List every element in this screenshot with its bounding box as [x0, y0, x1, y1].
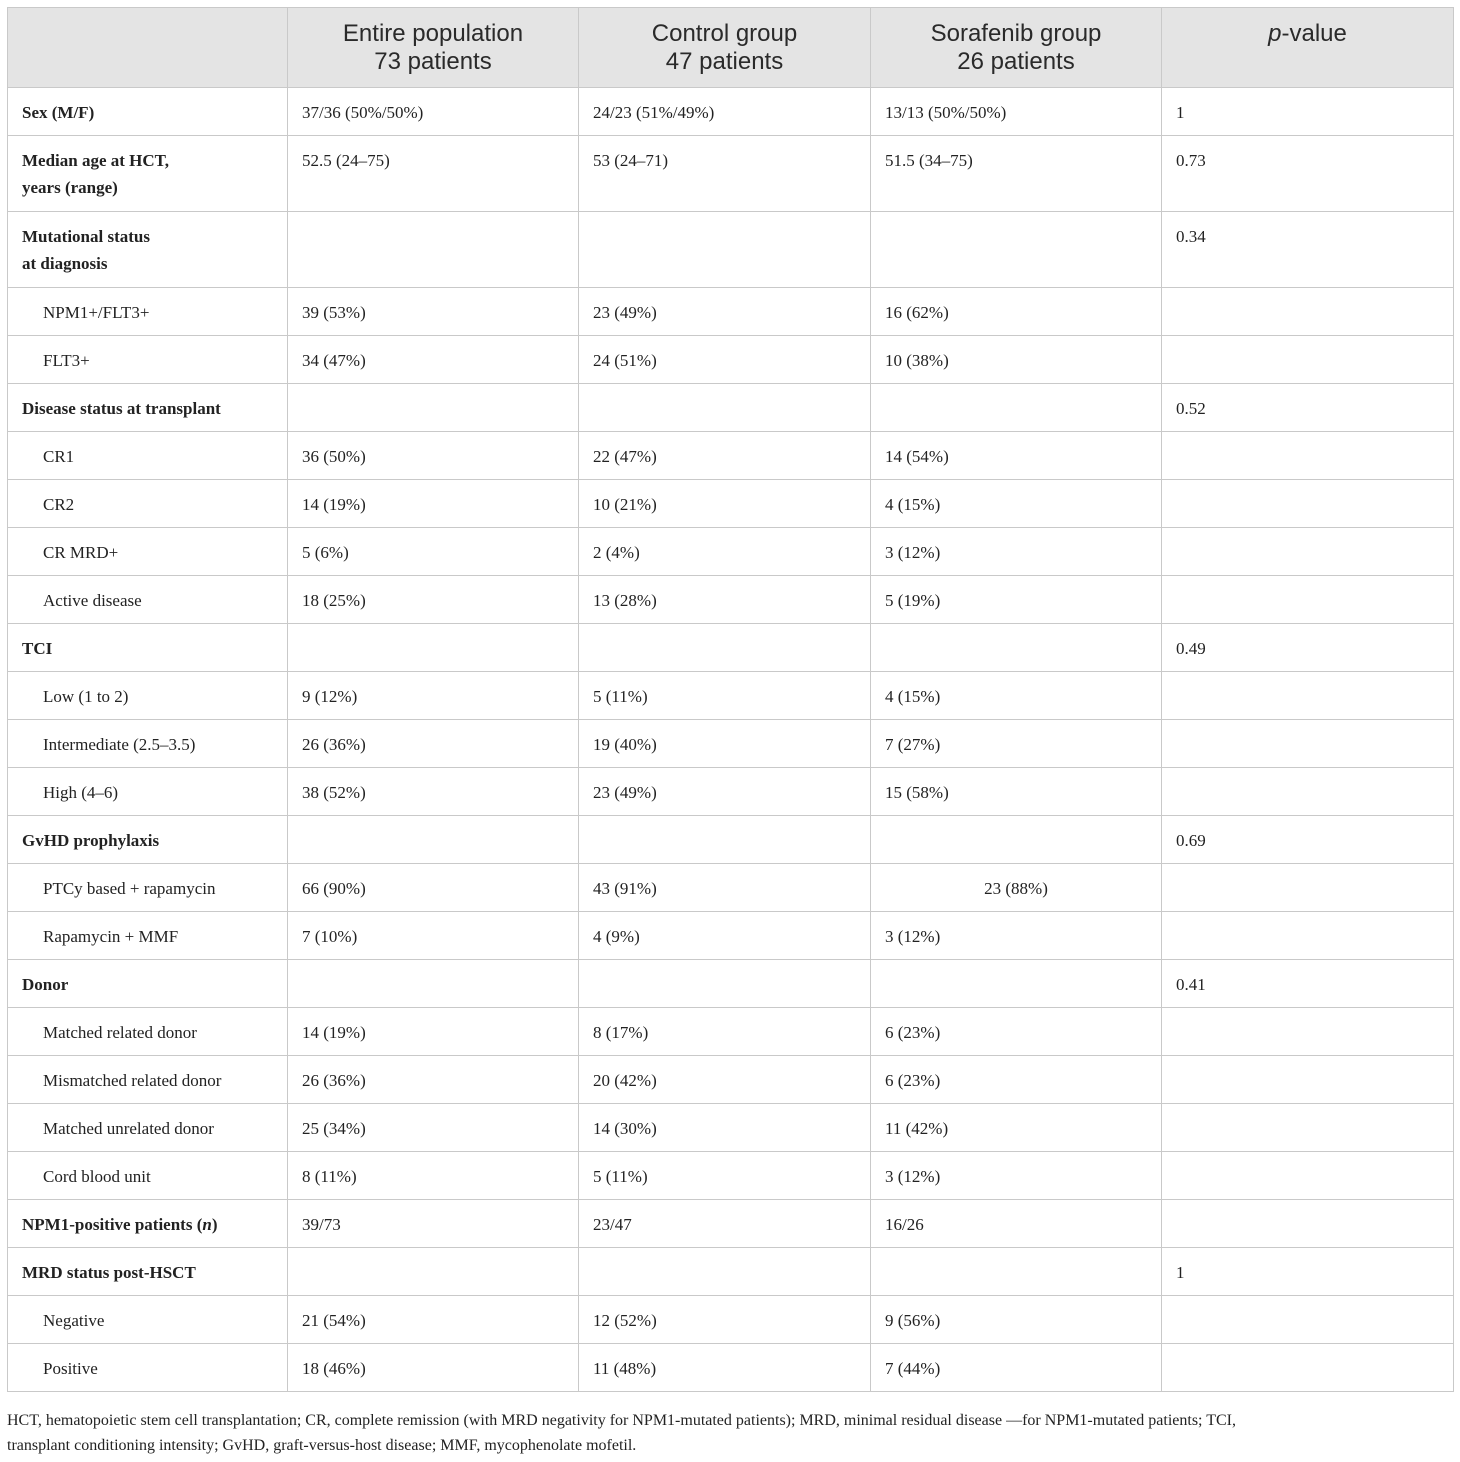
cell-sorafenib-group: 5 (19%) [871, 576, 1162, 624]
table-body [8, 88, 1454, 1392]
table-row [8, 720, 1454, 768]
cell-entire-population [288, 816, 579, 864]
row-label: Matched related donor [8, 1008, 288, 1056]
cell-p-value [1162, 720, 1454, 768]
cell-entire-population [288, 624, 579, 672]
cell-control-group [579, 816, 871, 864]
cell-entire-population: 66 (90%) [288, 864, 579, 912]
row-label: CR1 [8, 432, 288, 480]
row-label-italic: n [202, 1215, 212, 1234]
cell-p-value [1162, 864, 1454, 912]
header-control-title: Control group [651, 20, 798, 47]
cell-control-group: 43 (91%) [579, 864, 871, 912]
row-label [8, 1200, 288, 1248]
header-p-italic: p [1268, 20, 1282, 47]
cell-p-value [1162, 528, 1454, 576]
cell-entire-population: 8 (11%) [288, 1152, 579, 1200]
cell-entire-population: 7 (10%) [288, 912, 579, 960]
table-container [7, 7, 1453, 1392]
table-row [8, 88, 1454, 136]
header-sorafenib-group [871, 8, 1162, 88]
cell-control-group: 8 (17%) [579, 1008, 871, 1056]
table-row [8, 672, 1454, 720]
cell-sorafenib-group [871, 960, 1162, 1008]
cell-sorafenib-group: 23 (88%) [871, 864, 1162, 912]
table-row [8, 1344, 1454, 1392]
table-row [8, 1152, 1454, 1200]
cell-p-value [1162, 912, 1454, 960]
row-label: GvHD prophylaxis [8, 816, 288, 864]
cell-p-value: 0.73 [1162, 136, 1454, 212]
cell-sorafenib-group: 15 (58%) [871, 768, 1162, 816]
row-label: Rapamycin + MMF [8, 912, 288, 960]
cell-sorafenib-group: 7 (44%) [871, 1344, 1162, 1392]
row-label: TCI [8, 624, 288, 672]
cell-sorafenib-group: 4 (15%) [871, 672, 1162, 720]
cell-control-group: 53 (24–71) [579, 136, 871, 212]
cell-control-group: 2 (4%) [579, 528, 871, 576]
header-sorafenib-count: 26 patients [957, 48, 1075, 75]
cell-entire-population: 26 (36%) [288, 720, 579, 768]
cell-entire-population: 52.5 (24–75) [288, 136, 579, 212]
cell-control-group: 10 (21%) [579, 480, 871, 528]
cell-control-group [579, 960, 871, 1008]
row-label: CR2 [8, 480, 288, 528]
cell-entire-population [288, 212, 579, 288]
cell-entire-population: 9 (12%) [288, 672, 579, 720]
cell-sorafenib-group [871, 1248, 1162, 1296]
cell-entire-population: 36 (50%) [288, 432, 579, 480]
cell-sorafenib-group: 16 (62%) [871, 288, 1162, 336]
table-row [8, 768, 1454, 816]
cell-entire-population: 38 (52%) [288, 768, 579, 816]
table-row [8, 576, 1454, 624]
cell-p-value [1162, 1008, 1454, 1056]
cell-p-value [1162, 288, 1454, 336]
cell-p-value [1162, 1296, 1454, 1344]
cell-control-group: 5 (11%) [579, 1152, 871, 1200]
row-label: Matched unrelated donor [8, 1104, 288, 1152]
cell-p-value: 0.69 [1162, 816, 1454, 864]
cell-p-value [1162, 1344, 1454, 1392]
cell-entire-population [288, 960, 579, 1008]
footnote-line-2: transplant conditioning intensity; GvHD, graft-versus-host disease; MMF, mycophenolate mofetil. [7, 1437, 637, 1454]
row-label: Positive [8, 1344, 288, 1392]
cell-sorafenib-group: 51.5 (34–75) [871, 136, 1162, 212]
cell-p-value: 0.49 [1162, 624, 1454, 672]
cell-entire-population: 25 (34%) [288, 1104, 579, 1152]
cell-control-group: 22 (47%) [579, 432, 871, 480]
cell-p-value [1162, 1104, 1454, 1152]
table-row [8, 960, 1454, 1008]
cell-sorafenib-group: 13/13 (50%/50%) [871, 88, 1162, 136]
row-label: Low (1 to 2) [8, 672, 288, 720]
cell-p-value [1162, 576, 1454, 624]
footnote-line-1: HCT, hematopoietic stem cell transplantation; CR, complete remission (with MRD negativity for NPM1-mutated patients); MRD, minimal residual disease —for NPM1-mutated patients; TCI, [7, 1412, 1236, 1429]
row-label: Disease status at transplant [8, 384, 288, 432]
cell-p-value: 0.52 [1162, 384, 1454, 432]
row-label-main: NPM1-positive patients ( [22, 1215, 203, 1234]
cell-entire-population: 18 (25%) [288, 576, 579, 624]
cell-control-group: 4 (9%) [579, 912, 871, 960]
table-header-row [8, 8, 1454, 88]
cell-p-value: 1 [1162, 88, 1454, 136]
cell-sorafenib-group: 16/26 [871, 1200, 1162, 1248]
header-entire-title: Entire population [342, 20, 524, 47]
table-row [8, 864, 1454, 912]
row-label-line-1: Median age at HCT, [22, 151, 170, 170]
header-entire-population [288, 8, 579, 88]
row-label: Negative [8, 1296, 288, 1344]
table-row [8, 816, 1454, 864]
table-row [8, 1248, 1454, 1296]
cell-control-group: 13 (28%) [579, 576, 871, 624]
patient-characteristics-table [7, 7, 1454, 1392]
cell-entire-population: 39/73 [288, 1200, 579, 1248]
cell-control-group: 19 (40%) [579, 720, 871, 768]
table-row [8, 212, 1454, 288]
table-row [8, 528, 1454, 576]
cell-entire-population: 21 (54%) [288, 1296, 579, 1344]
table-row [8, 432, 1454, 480]
cell-p-value [1162, 1200, 1454, 1248]
cell-control-group: 14 (30%) [579, 1104, 871, 1152]
cell-control-group [579, 384, 871, 432]
table-row [8, 384, 1454, 432]
cell-sorafenib-group: 7 (27%) [871, 720, 1162, 768]
row-label-line-1: Mutational status [22, 227, 150, 246]
cell-control-group: 23 (49%) [579, 768, 871, 816]
cell-p-value [1162, 432, 1454, 480]
cell-control-group: 12 (52%) [579, 1296, 871, 1344]
row-label: Sex (M/F) [8, 88, 288, 136]
table-row [8, 480, 1454, 528]
cell-entire-population: 37/36 (50%/50%) [288, 88, 579, 136]
row-label: PTCy based + rapamycin [8, 864, 288, 912]
row-label: MRD status post-HSCT [8, 1248, 288, 1296]
row-label-line-2: years (range) [22, 178, 118, 197]
row-label: Active disease [8, 576, 288, 624]
table-row [8, 1008, 1454, 1056]
cell-p-value [1162, 480, 1454, 528]
header-p-value [1162, 8, 1454, 88]
row-label: Donor [8, 960, 288, 1008]
header-sorafenib-title: Sorafenib group [930, 20, 1102, 47]
cell-sorafenib-group [871, 624, 1162, 672]
header-p-rest: -value [1281, 20, 1347, 47]
cell-entire-population: 34 (47%) [288, 336, 579, 384]
table-row [8, 912, 1454, 960]
cell-p-value [1162, 672, 1454, 720]
table-row [8, 1104, 1454, 1152]
cell-p-value [1162, 768, 1454, 816]
cell-sorafenib-group: 6 (23%) [871, 1056, 1162, 1104]
table-row [8, 288, 1454, 336]
cell-control-group: 11 (48%) [579, 1344, 871, 1392]
cell-sorafenib-group: 3 (12%) [871, 1152, 1162, 1200]
cell-control-group: 23/47 [579, 1200, 871, 1248]
table-row [8, 1200, 1454, 1248]
cell-entire-population: 14 (19%) [288, 1008, 579, 1056]
cell-control-group: 24/23 (51%/49%) [579, 88, 871, 136]
cell-sorafenib-group: 11 (42%) [871, 1104, 1162, 1152]
header-control-group [579, 8, 871, 88]
row-label: FLT3+ [8, 336, 288, 384]
cell-entire-population: 14 (19%) [288, 480, 579, 528]
cell-p-value: 0.34 [1162, 212, 1454, 288]
cell-control-group [579, 1248, 871, 1296]
header-empty-cell [8, 8, 288, 88]
cell-sorafenib-group [871, 212, 1162, 288]
cell-control-group: 24 (51%) [579, 336, 871, 384]
cell-control-group: 20 (42%) [579, 1056, 871, 1104]
cell-sorafenib-group: 3 (12%) [871, 528, 1162, 576]
cell-p-value [1162, 336, 1454, 384]
row-label [8, 136, 288, 212]
row-label-line-2: at diagnosis [22, 254, 108, 273]
cell-entire-population: 18 (46%) [288, 1344, 579, 1392]
cell-sorafenib-group: 9 (56%) [871, 1296, 1162, 1344]
table-footnote [7, 1408, 1453, 1458]
cell-sorafenib-group: 6 (23%) [871, 1008, 1162, 1056]
row-label: CR MRD+ [8, 528, 288, 576]
row-label: NPM1+/FLT3+ [8, 288, 288, 336]
cell-control-group: 23 (49%) [579, 288, 871, 336]
cell-sorafenib-group: 3 (12%) [871, 912, 1162, 960]
table-row [8, 1296, 1454, 1344]
table-row [8, 336, 1454, 384]
row-label: Mismatched related donor [8, 1056, 288, 1104]
cell-entire-population [288, 384, 579, 432]
cell-p-value: 0.41 [1162, 960, 1454, 1008]
cell-sorafenib-group: 10 (38%) [871, 336, 1162, 384]
cell-p-value: 1 [1162, 1248, 1454, 1296]
row-label [8, 212, 288, 288]
table-row [8, 136, 1454, 212]
cell-sorafenib-group [871, 384, 1162, 432]
header-entire-count: 73 patients [374, 48, 492, 75]
cell-p-value [1162, 1056, 1454, 1104]
table-row [8, 1056, 1454, 1104]
row-label: Intermediate (2.5–3.5) [8, 720, 288, 768]
row-label-end: ) [211, 1215, 218, 1234]
cell-sorafenib-group: 14 (54%) [871, 432, 1162, 480]
cell-entire-population [288, 1248, 579, 1296]
cell-entire-population: 5 (6%) [288, 528, 579, 576]
cell-entire-population: 26 (36%) [288, 1056, 579, 1104]
row-label: Cord blood unit [8, 1152, 288, 1200]
cell-control-group [579, 212, 871, 288]
cell-sorafenib-group: 4 (15%) [871, 480, 1162, 528]
cell-entire-population: 39 (53%) [288, 288, 579, 336]
header-control-count: 47 patients [665, 48, 784, 75]
cell-control-group [579, 624, 871, 672]
cell-control-group: 5 (11%) [579, 672, 871, 720]
cell-sorafenib-group [871, 816, 1162, 864]
table-row [8, 624, 1454, 672]
cell-p-value [1162, 1152, 1454, 1200]
row-label: High (4–6) [8, 768, 288, 816]
